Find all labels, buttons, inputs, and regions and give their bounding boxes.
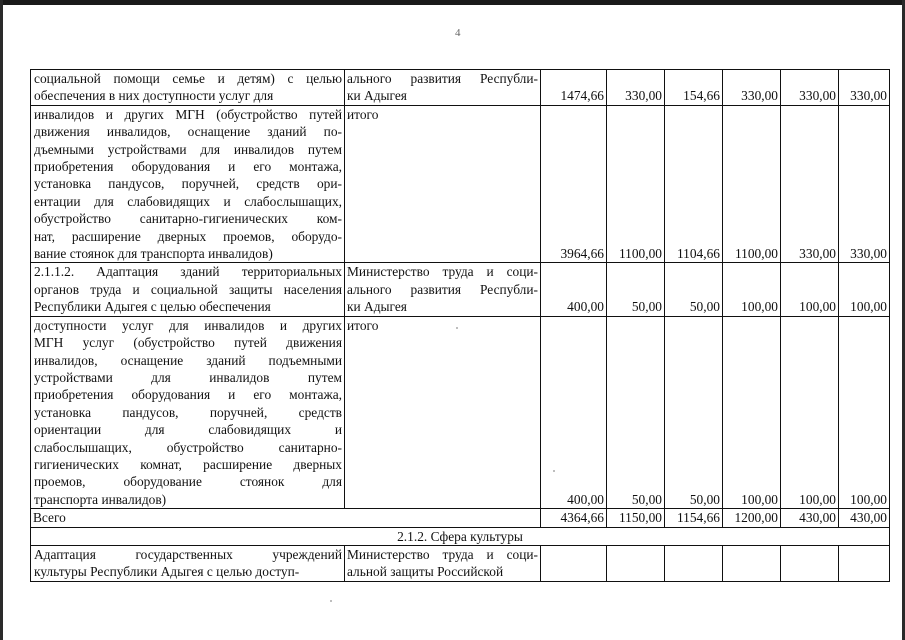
- activity-description-line: устройствами для инвалидов путем: [34, 369, 342, 385]
- funding-value: 330,00: [781, 70, 839, 106]
- total-value: 4364,66: [541, 509, 607, 527]
- activity-description-line: слабослышащих, обустройство санитарно-: [34, 439, 342, 455]
- table-row: [31, 70, 890, 106]
- funding-value: 100,00: [781, 263, 839, 316]
- activity-description-line: обеспечения в них доступности услуг для: [34, 88, 274, 104]
- empty-value-cell: [607, 545, 665, 581]
- activity-description-line: инвалидов, оснащение зданий подъемными: [34, 352, 342, 368]
- activity-description-line: вание стоянок для транспорта инвалидов): [34, 246, 273, 262]
- funding-value: 100,00: [723, 316, 781, 508]
- table-row: [31, 263, 890, 316]
- table-row: [31, 316, 890, 508]
- activity-description-line: ориентации для слабовидящих и: [34, 422, 342, 438]
- responsible-executor-line: Министерство труда и соци-: [347, 546, 538, 562]
- funding-value: 1104,66: [665, 105, 723, 263]
- funding-value: 330,00: [607, 70, 665, 106]
- activity-description: [31, 316, 345, 508]
- total-value: 1154,66: [665, 509, 723, 527]
- funding-value: 100,00: [781, 316, 839, 508]
- activity-description-line: движения инвалидов, оснащение зданий по-: [34, 124, 342, 140]
- responsible-executor-line: ки Адыгея: [347, 299, 407, 315]
- responsible-executor-line: ки Адыгея: [347, 88, 407, 104]
- activity-description-line: установка пандусов, поручней, средств: [34, 404, 342, 420]
- activity-description-line: гигиенических комнат, расширение дверных: [34, 456, 342, 472]
- activity-description-line: социальной помощи семье и детям) с целью: [34, 71, 342, 86]
- activity-description: [31, 105, 345, 263]
- activity-description-line: доступности услуг для инвалидов и других: [34, 317, 342, 333]
- activity-description-line: проемов, оборудование стоянок для: [34, 474, 342, 490]
- activity-description-line: дъемными устройствами для инвалидов путем: [34, 141, 342, 157]
- responsible-executor-line: Министерство труда и соци-: [347, 264, 538, 280]
- empty-value-cell: [839, 545, 890, 581]
- activity-description: [31, 70, 345, 106]
- funding-value: 330,00: [839, 70, 890, 106]
- activity-description-line: Адаптация государственных учреждений: [34, 546, 342, 562]
- funding-value: 400,00: [541, 263, 607, 316]
- activity-description-line: 2.1.1.2. Адаптация зданий территориальных: [34, 264, 342, 280]
- activity-description-line: ентации для слабовидящих и слабослышащих,: [34, 193, 342, 209]
- total-value: 1150,00: [607, 509, 665, 527]
- funding-value: 330,00: [839, 105, 890, 263]
- activity-description-line: культуры Республики Адыгея с целью доступ-: [34, 564, 300, 580]
- subtotal-label: итого: [345, 105, 541, 263]
- responsible-executor-line: альной защиты Российской: [347, 564, 504, 580]
- activity-description-line: приобретения оборудования и его монтажа,: [34, 387, 342, 403]
- activity-description-line: транспорта инвалидов): [34, 491, 167, 507]
- activity-description-line: МГН услуг (обустройство путей движения: [34, 335, 342, 351]
- activity-description-line: Республики Адыгея с целью обеспечения: [34, 299, 271, 315]
- activity-description: [31, 263, 345, 316]
- responsible-executor-line: ального развития Республи-: [347, 281, 538, 297]
- funding-value: 100,00: [839, 316, 890, 508]
- funding-value: 50,00: [607, 316, 665, 508]
- funding-value: 330,00: [781, 105, 839, 263]
- total-row: [31, 509, 890, 527]
- activity-description-line: установка пандусов, поручней, средств ори-: [34, 176, 342, 192]
- total-value: 430,00: [781, 509, 839, 527]
- funding-value: 154,66: [665, 70, 723, 106]
- scan-left-border: [0, 0, 3, 640]
- funding-value: 400,00: [541, 316, 607, 508]
- empty-value-cell: [541, 545, 607, 581]
- total-label: Всего: [31, 509, 541, 527]
- funding-value: 1100,00: [723, 105, 781, 263]
- responsible-executor-line: ального развития Республи-: [347, 71, 538, 86]
- funding-value: 1100,00: [607, 105, 665, 263]
- section-title: 2.1.2. Сфера культуры: [31, 527, 890, 545]
- responsible-executor: [345, 545, 541, 581]
- funding-value: 100,00: [839, 263, 890, 316]
- subtotal-label: итого: [345, 316, 541, 508]
- funding-value: 50,00: [665, 316, 723, 508]
- scan-speck: [330, 600, 332, 602]
- activity-description-line: приобретения оборудования и его монтажа,: [34, 159, 342, 175]
- scan-speck: [553, 470, 555, 472]
- funding-value: 50,00: [665, 263, 723, 316]
- responsible-executor: [345, 263, 541, 316]
- activity-description-line: нат, расширение дверных проемов, оборудо-: [34, 228, 342, 244]
- activity-description: [31, 545, 345, 581]
- empty-value-cell: [781, 545, 839, 581]
- empty-value-cell: [723, 545, 781, 581]
- table-row: [31, 545, 890, 581]
- funding-value: 330,00: [723, 70, 781, 106]
- activity-description-line: обустройство санитарно-гигиенических ком-: [34, 211, 342, 227]
- funding-value: 50,00: [607, 263, 665, 316]
- total-value: 1200,00: [723, 509, 781, 527]
- scan-speck: [456, 327, 458, 329]
- page-number: 4: [455, 27, 461, 39]
- activity-description-line: органов труда и социальной защиты населения: [34, 281, 342, 297]
- funding-value: 1474,66: [541, 70, 607, 106]
- funding-value: 100,00: [723, 263, 781, 316]
- funding-value: 3964,66: [541, 105, 607, 263]
- empty-value-cell: [665, 545, 723, 581]
- section-row: [31, 527, 890, 545]
- responsible-executor: [345, 70, 541, 106]
- program-table: [30, 69, 890, 582]
- total-value: 430,00: [839, 509, 890, 527]
- table-row: [31, 105, 890, 263]
- activity-description-line: инвалидов и других МГН (обустройство путей: [34, 106, 342, 122]
- scan-top-border: [0, 0, 905, 5]
